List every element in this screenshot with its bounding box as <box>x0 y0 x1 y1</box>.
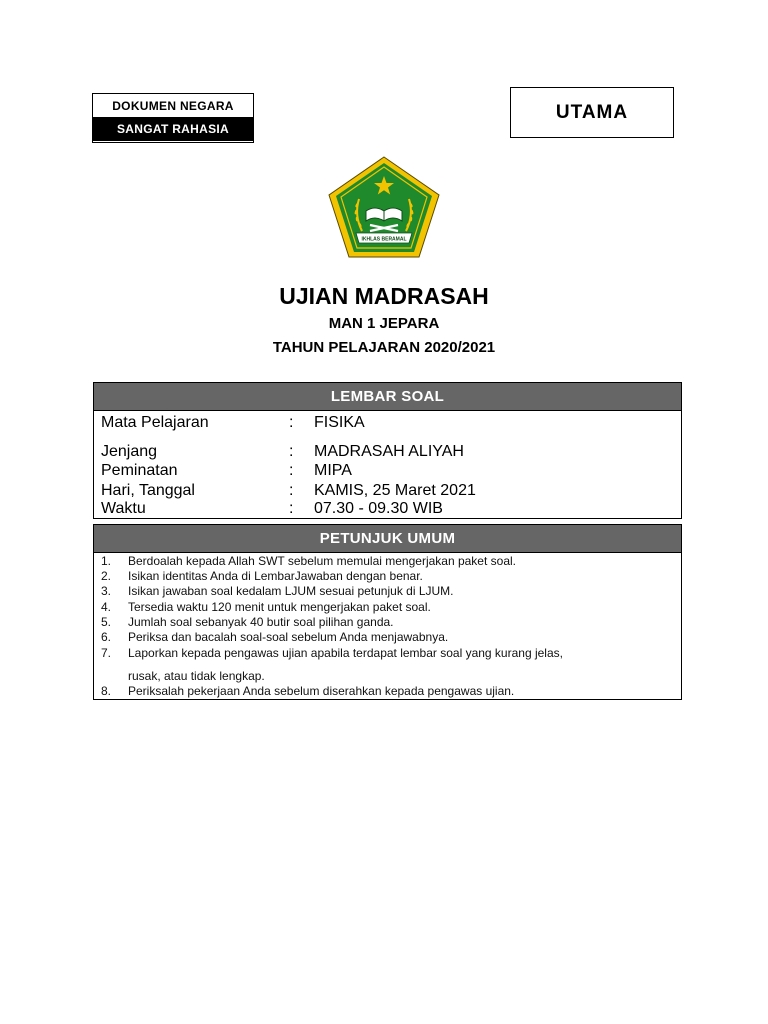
item-number: 2. <box>101 569 112 583</box>
info-row-level <box>101 442 464 461</box>
list-item <box>101 630 448 644</box>
item-text: Laporkan kepada pengawas ujian apabila terdapat lembar soal yang kurang jelas, <box>128 646 563 660</box>
instructions-heading: PETUNJUK UMUM <box>94 525 681 553</box>
list-item <box>101 646 563 660</box>
item-number: 4. <box>101 600 112 614</box>
info-separator: : <box>289 462 294 479</box>
exam-info-table <box>93 382 682 519</box>
academic-year: TAHUN PELAJARAN 2020/2021 <box>272 339 496 356</box>
info-separator: : <box>289 443 294 460</box>
item-number: 6. <box>101 630 112 644</box>
item-text: rusak, atau tidak lengkap. <box>128 669 265 683</box>
info-separator: : <box>289 500 294 517</box>
info-label: Jenjang <box>101 443 158 460</box>
svg-text:IKHLAS BERAMAL: IKHLAS BERAMAL <box>361 236 407 243</box>
info-row-date <box>101 481 476 500</box>
item-number: 7. <box>101 646 112 660</box>
info-row-specialization <box>101 461 352 480</box>
classification-line-1: DOKUMEN NEGARA <box>112 98 234 113</box>
info-value: KAMIS, 25 Maret 2021 <box>314 482 476 499</box>
item-text: Isikan jawaban soal kedalam LJUM sesuai petunjuk di LJUM. <box>128 584 454 598</box>
item-text: Isikan identitas Anda di LembarJawaban dengan benar. <box>128 569 423 583</box>
list-item <box>101 554 516 568</box>
list-item <box>101 569 423 583</box>
item-text: Tersedia waktu 120 menit untuk mengerjakan paket soal. <box>128 600 431 614</box>
info-row-time <box>101 499 443 518</box>
item-text: Periksa dan bacalah soal-soal sebelum Anda menjawabnya. <box>128 630 449 644</box>
school-name: MAN 1 JEPARA <box>328 315 440 332</box>
item-number: 1. <box>101 554 112 568</box>
list-item <box>101 615 394 629</box>
list-item <box>101 600 431 614</box>
info-value: MADRASAH ALIYAH <box>314 443 464 460</box>
item-number: 3. <box>101 584 112 598</box>
kemenag-emblem-icon <box>326 155 442 259</box>
list-item <box>101 684 514 698</box>
exam-info-heading: LEMBAR SOAL <box>94 383 681 411</box>
info-label: Hari, Tanggal <box>101 482 195 499</box>
info-label: Waktu <box>101 500 146 517</box>
info-value: 07.30 - 09.30 WIB <box>314 500 443 517</box>
info-label: Peminatan <box>101 462 178 479</box>
item-text: Jumlah soal sebanyak 40 butir soal pilihan ganda. <box>128 615 394 629</box>
classification-box <box>92 93 254 143</box>
exam-title: UJIAN MADRASAH <box>279 283 489 309</box>
item-text: Berdoalah kepada Allah SWT sebelum memulai mengerjakan paket soal. <box>128 554 516 568</box>
item-number: 8. <box>101 684 112 698</box>
info-label: Mata Pelajaran <box>101 414 209 431</box>
info-value: FISIKA <box>314 414 365 431</box>
item-text: Periksalah pekerjaan Anda sebelum diserahkan kepada pengawas ujian. <box>128 684 515 698</box>
variant-label: UTAMA <box>510 87 674 138</box>
classification-line-2: SANGAT RAHASIA <box>93 117 253 141</box>
item-number: 5. <box>101 615 112 629</box>
list-item-continuation <box>101 669 265 683</box>
info-value: MIPA <box>314 462 352 479</box>
info-row-subject <box>101 413 365 432</box>
list-item <box>101 584 454 598</box>
info-separator: : <box>289 414 294 431</box>
info-separator: : <box>289 482 294 499</box>
general-instructions <box>93 524 682 700</box>
